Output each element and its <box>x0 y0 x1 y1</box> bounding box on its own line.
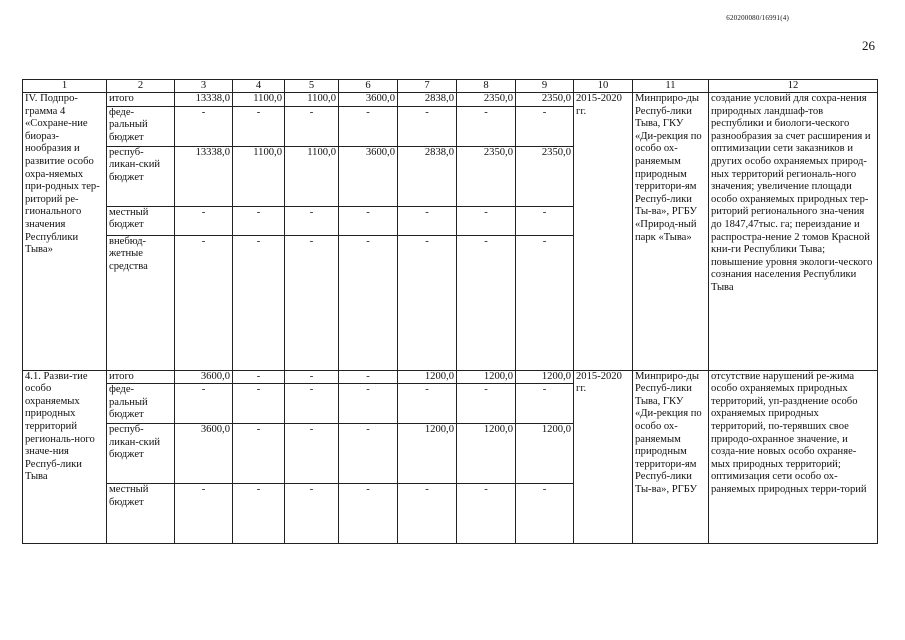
column-header: 3 <box>175 80 233 93</box>
column-header: 11 <box>633 80 709 93</box>
value-cell: - <box>285 424 339 484</box>
subprogram-name: IV. Подпро-грамма 4 «Сохране-ние биораз-нообразия и развитие особо охра-няемых при-родных тер-риторий ре-гионального значения Республики Тыва» <box>23 93 107 371</box>
value-cell: 1200,0 <box>398 370 457 384</box>
value-cell: - <box>398 206 457 235</box>
value-cell: - <box>175 235 233 370</box>
funding-source: феде-ральный бюджет <box>107 384 175 424</box>
value-cell: - <box>516 235 574 370</box>
value-cell: - <box>339 370 398 384</box>
result-cell: отсутствие нарушений ре-жима особо охраняемых природных территорий, уп-разднение особо охраняемых природных территорий, по-терявших свое природо-охранное значение, и созда-ние новых особо охраняе-мых природных территорий; оптимизация сети особо ох-раняемых природных терри-торий <box>709 370 878 544</box>
subprogram-name: 4.1. Разви-тие особо охраняемых природных территорий региональ-ного значе-ния Респуб-лики Тыва <box>23 370 107 544</box>
value-cell: - <box>516 106 574 146</box>
table-row <box>23 370 878 384</box>
column-header: 4 <box>233 80 285 93</box>
value-cell: 1200,0 <box>457 424 516 484</box>
value-cell: - <box>285 370 339 384</box>
value-cell: 2838,0 <box>398 93 457 107</box>
value-cell: 3600,0 <box>175 424 233 484</box>
funding-source: внебюд-жетные средства <box>107 235 175 370</box>
column-number-row <box>23 80 878 93</box>
value-cell: 2350,0 <box>516 146 574 206</box>
column-header: 6 <box>339 80 398 93</box>
value-cell: - <box>516 206 574 235</box>
value-cell: 1100,0 <box>233 146 285 206</box>
value-cell: - <box>339 235 398 370</box>
value-cell: 1200,0 <box>457 370 516 384</box>
value-cell: - <box>285 206 339 235</box>
value-cell: - <box>285 384 339 424</box>
value-cell: 2838,0 <box>398 146 457 206</box>
value-cell: - <box>233 484 285 544</box>
value-cell: 13338,0 <box>175 146 233 206</box>
value-cell: - <box>398 484 457 544</box>
column-header: 9 <box>516 80 574 93</box>
funding-source: местный бюджет <box>107 206 175 235</box>
value-cell: - <box>457 384 516 424</box>
value-cell: 2350,0 <box>457 146 516 206</box>
column-header: 8 <box>457 80 516 93</box>
page-number: 26 <box>862 38 875 53</box>
funding-source: итого <box>107 370 175 384</box>
value-cell: 1100,0 <box>285 146 339 206</box>
value-cell: - <box>175 484 233 544</box>
value-cell: - <box>175 106 233 146</box>
value-cell: - <box>339 424 398 484</box>
result-cell: создание условий для сохра-нения природных ландшаф-тов республики и биологи-ческого разнообразия за счет расширения и оптимизации сети заказников и других особо охраняемых природ-ных территорий региональ-ного значения; увеличение площади особо охраняемых природных тер-риторий регионального зна-чения до 1847,47тыс. га; переиздание и распростра-нение 2 томов Красной кни-ги Республики Тыва; повышение уровня экологи-ческого сознания населения Республики Тыва <box>709 93 878 371</box>
value-cell: - <box>233 370 285 384</box>
column-header: 1 <box>23 80 107 93</box>
funding-source: местный бюджет <box>107 484 175 544</box>
value-cell: - <box>457 106 516 146</box>
value-cell: - <box>233 106 285 146</box>
value-cell: - <box>339 484 398 544</box>
executor-cell: Минприро-ды Респуб-лики Тыва, ГКУ «Ди-рекция по особо ох-раняемым природным территори-ям Респуб-лики Ты-ва», РГБУ «Природ-ный парк «Тыва» <box>633 93 709 371</box>
value-cell: - <box>516 384 574 424</box>
value-cell: - <box>285 106 339 146</box>
value-cell: - <box>398 384 457 424</box>
funding-source: респуб-ликан-ский бюджет <box>107 146 175 206</box>
value-cell: - <box>233 235 285 370</box>
value-cell: 2350,0 <box>457 93 516 107</box>
value-cell: - <box>457 206 516 235</box>
value-cell: - <box>457 484 516 544</box>
value-cell: 3600,0 <box>339 93 398 107</box>
value-cell: 1200,0 <box>516 424 574 484</box>
value-cell: - <box>339 106 398 146</box>
funding-source: респуб-ликан-ский бюджет <box>107 424 175 484</box>
value-cell: 1200,0 <box>516 370 574 384</box>
value-cell: - <box>398 235 457 370</box>
column-header: 5 <box>285 80 339 93</box>
value-cell: - <box>339 206 398 235</box>
value-cell: 2350,0 <box>516 93 574 107</box>
period-cell: 2015-2020 гг. <box>574 93 633 371</box>
value-cell: 3600,0 <box>175 370 233 384</box>
value-cell: - <box>285 235 339 370</box>
value-cell: - <box>285 484 339 544</box>
document-id: 620200080/16991(4) <box>726 14 789 22</box>
value-cell: - <box>339 384 398 424</box>
funding-source: феде-ральный бюджет <box>107 106 175 146</box>
value-cell: 1100,0 <box>233 93 285 107</box>
executor-cell: Минприро-ды Респуб-лики Тыва, ГКУ «Ди-рекция по особо ох-раняемым природным территори-ям Респуб-лики Ты-ва», РГБУ <box>633 370 709 544</box>
value-cell: - <box>175 384 233 424</box>
value-cell: 13338,0 <box>175 93 233 107</box>
value-cell: 1100,0 <box>285 93 339 107</box>
value-cell: 1200,0 <box>398 424 457 484</box>
column-header: 10 <box>574 80 633 93</box>
value-cell: 3600,0 <box>339 146 398 206</box>
table-row <box>23 93 878 107</box>
value-cell: - <box>398 106 457 146</box>
program-table <box>22 79 878 544</box>
column-header: 12 <box>709 80 878 93</box>
funding-source: итого <box>107 93 175 107</box>
column-header: 7 <box>398 80 457 93</box>
period-cell: 2015-2020 гг. <box>574 370 633 544</box>
value-cell: - <box>233 206 285 235</box>
value-cell: - <box>175 206 233 235</box>
value-cell: - <box>233 384 285 424</box>
column-header: 2 <box>107 80 175 93</box>
value-cell: - <box>516 484 574 544</box>
value-cell: - <box>233 424 285 484</box>
value-cell: - <box>457 235 516 370</box>
